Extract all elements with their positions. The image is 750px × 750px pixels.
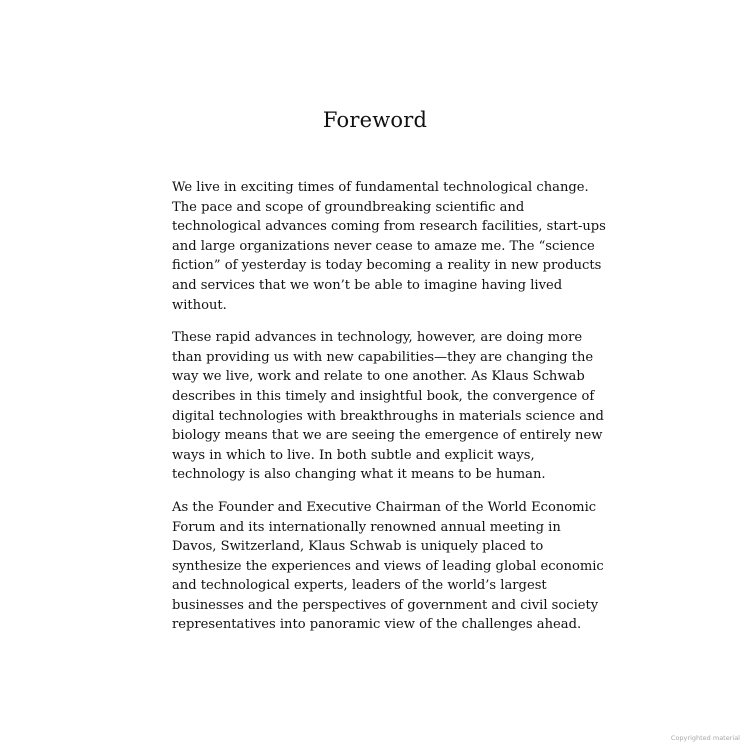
text-line: synthesize the experiences and views of leading global economic [172, 558, 604, 574]
text-line: The pace and scope of groundbreaking scientific and [172, 199, 525, 215]
text-line: Forum and its internationally renowned annual meeting in [172, 519, 561, 535]
text-line: ways in which to live. In both subtle and explicit ways, [172, 447, 535, 463]
page-title: Foreword [322, 108, 428, 132]
text-line: These rapid advances in technology, however, are doing more [172, 330, 583, 346]
copyright-watermark: Copyrighted material [670, 734, 740, 742]
paragraph-2 [172, 328, 604, 485]
text-line: without. [172, 297, 227, 313]
text-line: As the Founder and Executive Chairman of the World Economic [172, 499, 597, 515]
text-line: describes in this timely and insightful book, the convergence of [172, 388, 595, 404]
text-line: fiction” of yesterday is today becoming a reality in new products [172, 258, 602, 274]
text-line: digital technologies with breakthroughs in materials science and [172, 408, 604, 424]
text-line: and technological experts, leaders of the world’s largest [172, 578, 547, 594]
text-line: representatives into panoramic view of the challenges ahead. [172, 617, 582, 633]
foreword-body [172, 178, 606, 635]
text-line: technology is also changing what it means to be human. [172, 467, 546, 483]
text-line: and services that we won’t be able to imagine having lived [172, 277, 563, 293]
text-line: biology means that we are seeing the emergence of entirely new [172, 428, 603, 444]
text-line: We live in exciting times of fundamental technological change. [172, 180, 589, 195]
text-line: and large organizations never cease to amaze me. The “science [172, 238, 595, 254]
paragraph-3 [172, 498, 604, 635]
paragraph-1 [172, 178, 606, 315]
text-line: technological advances coming from research facilities, start-ups [172, 219, 606, 235]
text-line: businesses and the perspectives of government and civil society [172, 597, 599, 613]
text-line: than providing us with new capabilities—they are changing the [172, 349, 594, 365]
text-line: Davos, Switzerland, Klaus Schwab is uniquely placed to [172, 539, 544, 555]
text-line: way we live, work and relate to one another. As Klaus Schwab [172, 369, 585, 385]
